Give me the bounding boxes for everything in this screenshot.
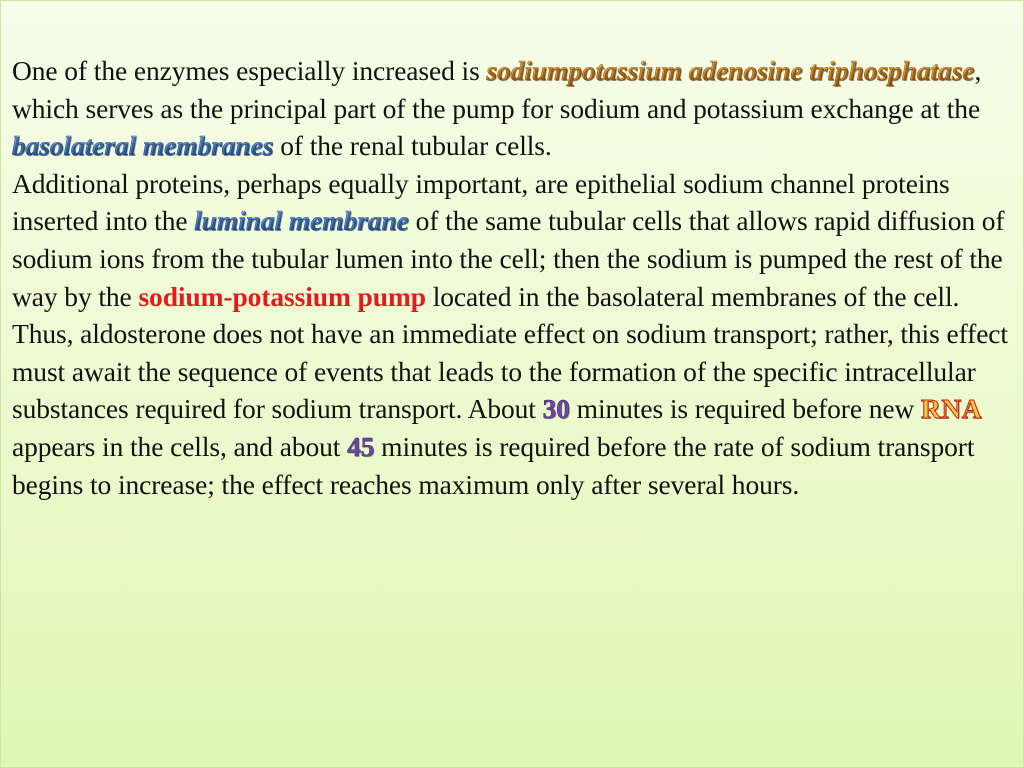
p1-text-2: , which serves as the principal part of the pump for sodium and potassium exchange at the [12,55,982,124]
p3-text-3: appears in the cells, and about [12,430,348,462]
p3-text-2: minutes is required before new [569,393,922,425]
p1-text-1: One of the enzymes especially increased is [12,55,487,86]
highlight-luminal-membrane: luminal membrane [194,205,409,237]
highlight-rna: RNA [921,393,983,425]
p2-text-1: Additional proteins, perhaps equally important, are epithelial sodium channel proteins inserted into the [12,167,950,237]
p2-text-3: located in the basolateral membranes of the cell. [425,280,960,312]
highlight-na-k-atpase: sodiumpotassium adenosine triphosphatase [486,55,975,86]
paragraph-aldosterone-timing [12,315,1015,503]
highlight-45-minutes: 45 [347,430,375,462]
p3-text-1: Thus, aldosterone does not have an immediate effect on sodium transport; rather, this effect must await the sequence of events that leads to the formation of the specific intracellular substances required for sodium transport. About [12,318,1008,425]
p2-text-2: of the same tubular cells that allows rapid diffusion of sodium ions from the tubular lumen into the cell; then the sodium is pumped the rest of the way by the [12,205,1005,312]
slide-body-text [12,52,1015,503]
highlight-30-minutes: 30 [542,393,570,425]
highlight-sodium-potassium-pump: sodium-potassium pump [138,280,426,312]
p3-text-4: minutes is required before the rate of sodium transport begins to increase; the effect reaches maximum only after several hours. [12,430,975,500]
p1-text-3: of the renal tubular cells. [273,130,552,162]
paragraph-enzymes [12,52,1015,165]
paragraph-channel-proteins [12,165,1015,315]
highlight-basolateral-membranes: basolateral membranes [12,130,274,162]
